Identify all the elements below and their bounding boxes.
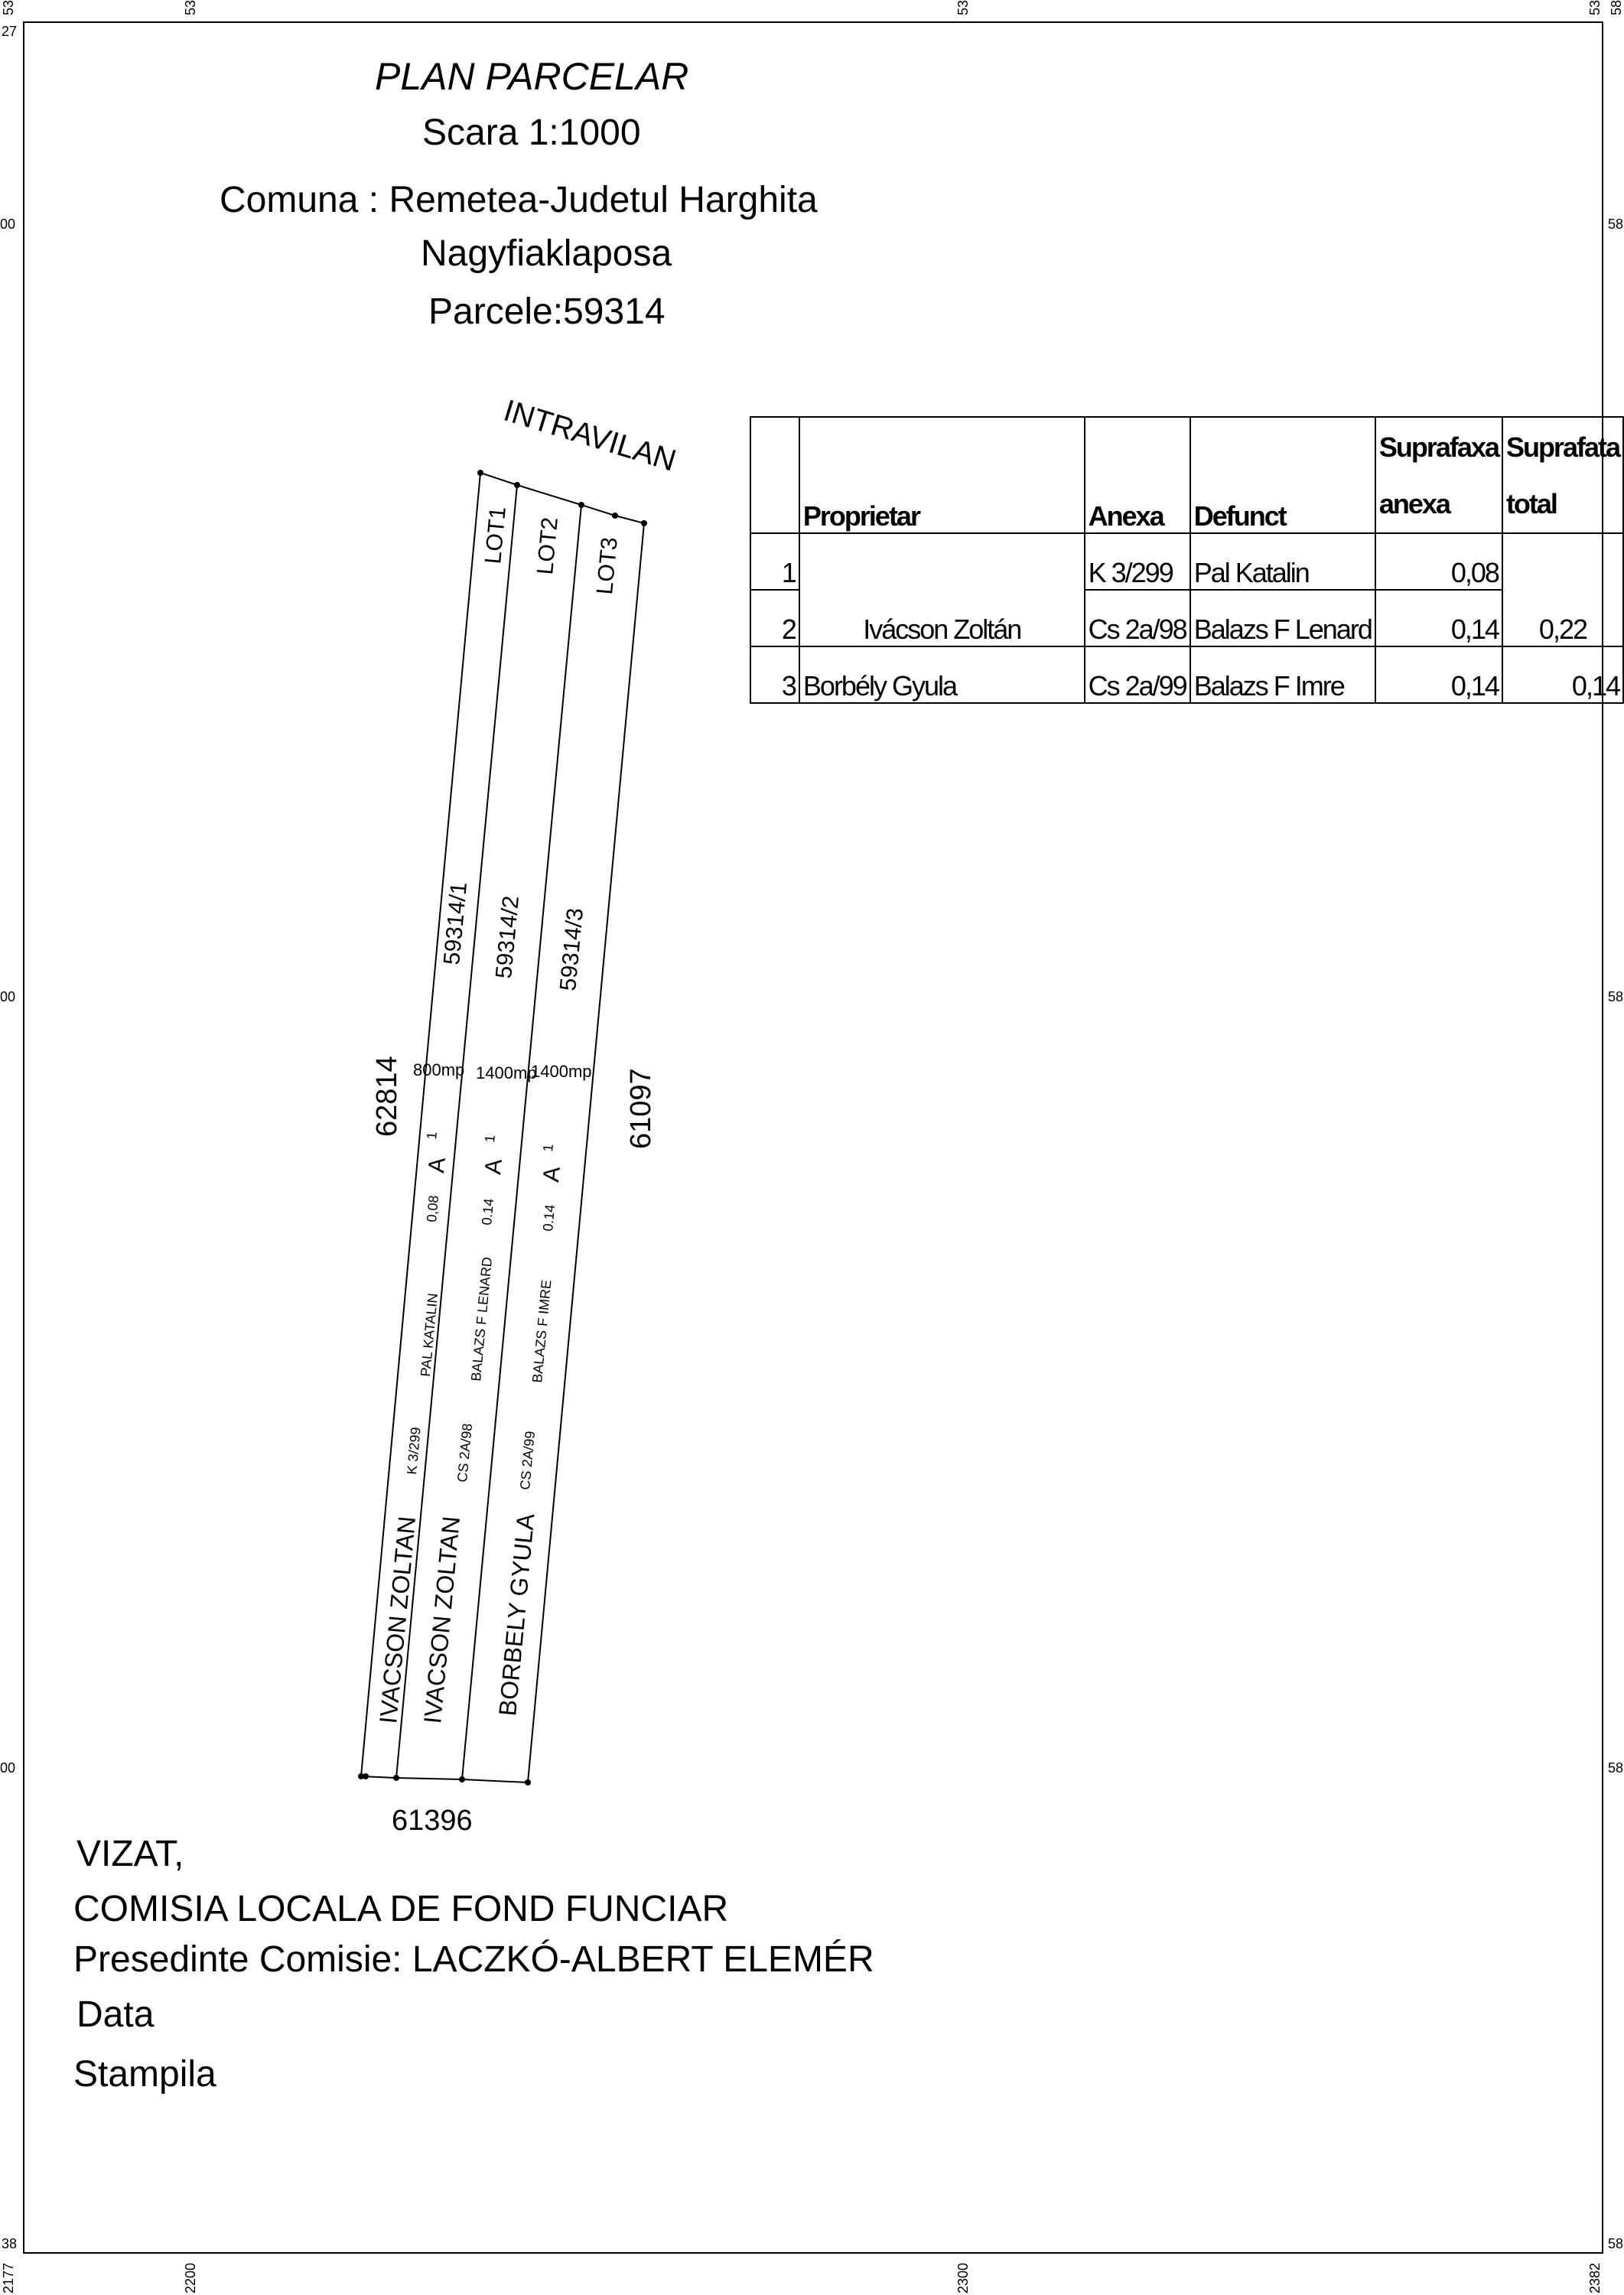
- row-total-merged: 0,22: [1502, 533, 1623, 646]
- header-defunct: Defunct: [1190, 417, 1375, 533]
- grid-tick-right-3: 58: [1608, 1760, 1624, 1776]
- boundary-east: [528, 523, 644, 1782]
- row-defunct: Balazs F Imre: [1190, 646, 1375, 703]
- grid-tick-top-4: 53: [1587, 0, 1603, 15]
- grid-tick-bottom-2: 2200: [183, 2262, 198, 2293]
- survey-point: [393, 1775, 399, 1781]
- table-row: [750, 646, 1623, 703]
- neighbor-west-parcel: 62814: [371, 1056, 403, 1137]
- approval-commission: COMISIA LOCALA DE FOND FUNCIAR: [73, 1889, 729, 1929]
- row-nr: 2: [750, 590, 799, 646]
- lot1-area: 800mp: [413, 1060, 465, 1079]
- row-total: 0,14: [1502, 646, 1623, 703]
- survey-point: [514, 482, 520, 488]
- row-nr: 1: [750, 533, 799, 590]
- survey-point: [578, 502, 584, 508]
- header-anexa: Anexa: [1085, 417, 1190, 533]
- grid-tick-left-3: 00: [0, 989, 16, 1004]
- lot2-parcel-number: 59314/2: [491, 894, 524, 980]
- lot2-category: A: [480, 1157, 507, 1176]
- row-defunct: Pal Katalin: [1190, 533, 1375, 590]
- lot1-category: A: [424, 1156, 451, 1174]
- header-suprafata-total-line2: total: [1505, 488, 1557, 519]
- lot1-category-index: 1: [424, 1131, 440, 1141]
- lot1-deceased: PAL KATALIN: [418, 1292, 441, 1378]
- boundary-bottom: [361, 1776, 528, 1782]
- lot2-share: 0.14: [479, 1197, 497, 1226]
- grid-tick-bottom-4: 2382: [1587, 2262, 1603, 2293]
- grid-tick-top-2: 53: [183, 0, 198, 15]
- grid-tick-top-3: 53: [955, 0, 971, 15]
- survey-point: [612, 513, 618, 519]
- lot2-area: 1400mp: [476, 1063, 537, 1082]
- grid-tick-top-5: 58: [1609, 0, 1624, 15]
- row-proprietar: Borbély Gyula: [799, 646, 1085, 703]
- header-suprafata-anexa-line1: Suprafaxa: [1378, 431, 1499, 463]
- table-header-row: [750, 417, 1623, 533]
- approval-date-label: Data: [76, 1994, 155, 2035]
- lot3-deceased: BALAZS F IMRE: [529, 1279, 555, 1384]
- plan-title: PLAN PARCELAR: [375, 55, 689, 98]
- grid-tick-right-4: 58: [1608, 2236, 1624, 2251]
- ownership-table: [750, 416, 1624, 704]
- lot1-annex: K 3/299: [404, 1426, 424, 1476]
- approval-president: Presedinte Comisie: LACZKÓ-ALBERT ELEMÉR: [73, 1939, 874, 1980]
- lot3-label: LOT3: [592, 536, 623, 596]
- survey-point: [477, 470, 483, 476]
- lot3-annex: CS 2A/99: [517, 1430, 539, 1491]
- header-suprafata-anexa: [1375, 417, 1502, 533]
- lot1-owner: IVACSON ZOLTAN: [374, 1515, 421, 1725]
- grid-tick-bottom-1: 2177: [1, 2262, 16, 2293]
- zone-label: INTRAVILAN: [500, 393, 680, 478]
- lot3-parcel-number: 59314/3: [555, 907, 588, 992]
- approval-stamp-label: Stampila: [73, 2054, 216, 2095]
- grid-tick-left-4: 00: [0, 1760, 16, 1776]
- row-suprafata: 0,08: [1375, 533, 1502, 590]
- header-nr: [750, 417, 799, 533]
- plan-locality: Nagyfiaklaposa: [421, 233, 672, 274]
- grid-tick-left-1: 27: [2, 24, 18, 39]
- header-suprafata-total: [1502, 417, 1623, 533]
- lot2-category-index: 1: [482, 1134, 498, 1144]
- header-suprafata-total-line1: Suprafata: [1505, 431, 1619, 463]
- plan-commune: Comuna : Remetea-Judetul Harghita: [220, 180, 818, 220]
- lot3-category-index: 1: [540, 1143, 556, 1153]
- survey-point: [641, 520, 647, 526]
- lot2-deceased: BALAZS F LENARD: [468, 1256, 496, 1382]
- lot3-owner: BORBELY GYULA: [493, 1512, 540, 1717]
- lot1-parcel-number: 59314/1: [439, 881, 472, 966]
- neighbor-east-parcel: 61097: [625, 1068, 657, 1149]
- survey-point: [459, 1776, 465, 1782]
- table-row: [750, 533, 1623, 590]
- row-suprafata: 0,14: [1375, 590, 1502, 646]
- plan-scale: Scara 1:1000: [422, 112, 641, 153]
- row-suprafata: 0,14: [1375, 646, 1502, 703]
- plan-parcel: Parcele:59314: [428, 291, 666, 332]
- lot2-label: LOT2: [532, 516, 563, 576]
- lot3-share: 0.14: [540, 1203, 558, 1232]
- lot2-owner: IVACSON ZOLTAN: [418, 1515, 466, 1725]
- approval-vizat: VIZAT,: [76, 1834, 184, 1874]
- survey-point: [363, 1773, 369, 1779]
- lot3-category: A: [539, 1165, 565, 1183]
- row-nr: 3: [750, 646, 799, 703]
- grid-tick-right-1: 58: [1608, 216, 1624, 232]
- row-anexa: Cs 2a/98: [1085, 590, 1190, 646]
- grid-tick-top-1: 53: [1, 0, 16, 15]
- row-defunct: Balazs F Lenard: [1190, 590, 1375, 646]
- lot2-annex: CS 2A/98: [454, 1422, 476, 1483]
- lot1-label: LOT1: [480, 505, 511, 565]
- neighbor-south-parcel: 61396: [392, 1805, 473, 1837]
- survey-point: [525, 1779, 531, 1786]
- header-proprietar: Proprietar: [799, 417, 1085, 533]
- lot1-share: 0,08: [424, 1194, 442, 1223]
- grid-tick-left-2: 00: [0, 216, 16, 232]
- grid-tick-right-2: 58: [1608, 989, 1624, 1004]
- row-proprietar-merged: Ivácson Zoltán: [799, 533, 1085, 646]
- grid-tick-left-5: 38: [2, 2236, 18, 2251]
- row-anexa: K 3/299: [1085, 533, 1190, 590]
- grid-tick-bottom-3: 2300: [955, 2262, 971, 2293]
- lot3-area: 1400mp: [531, 1062, 592, 1081]
- row-anexa: Cs 2a/99: [1085, 646, 1190, 703]
- header-suprafata-anexa-line2: anexa: [1378, 488, 1450, 519]
